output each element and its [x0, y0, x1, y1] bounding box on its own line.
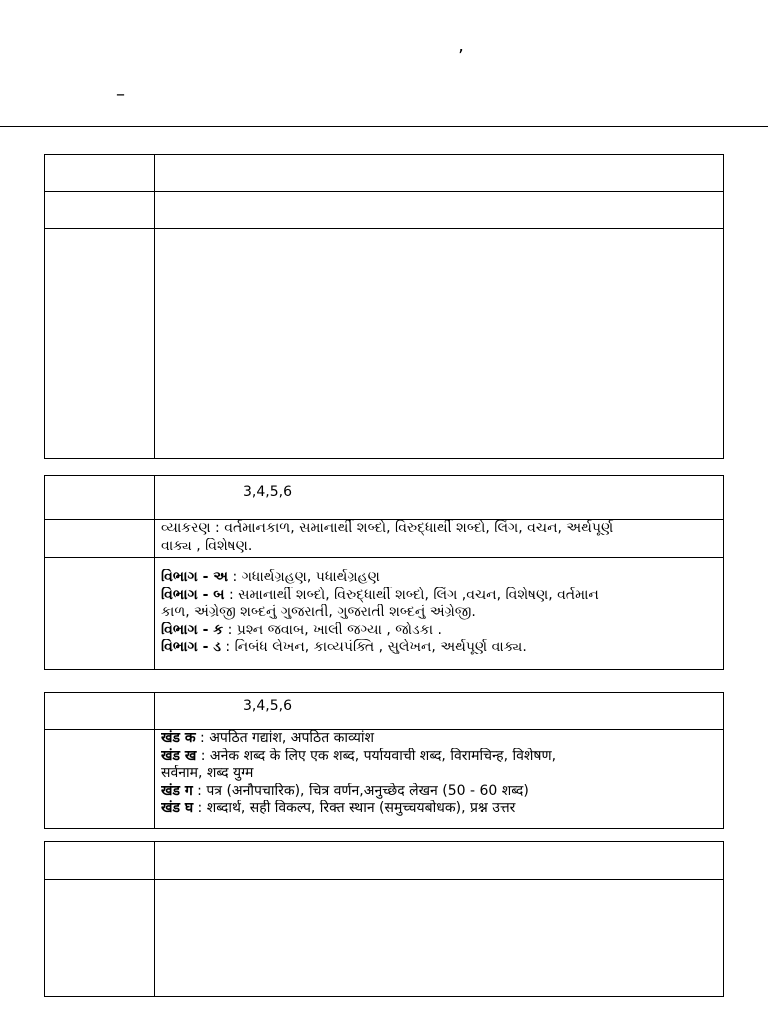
khand-label: खंड ख	[161, 747, 197, 764]
section-line	[161, 569, 723, 587]
section-text: : નિબંધ લેખન, કાવ્યપંક્તિ , સુલેખન, અર્થપૂર્ણ વાક્ય.	[220, 639, 527, 655]
table-2-row	[45, 520, 724, 558]
dash-mark: –	[116, 84, 125, 105]
khand-line	[161, 783, 723, 801]
table-3	[44, 692, 724, 829]
table-cell	[45, 880, 155, 997]
section-text: : ગધાર્થગ્રહણ, પધાર્થગ્રહણ	[228, 569, 380, 585]
khand-cell	[155, 730, 724, 829]
khand-text: : अनेक शब्द के लिए एक शब्द, पर्यायवाची शब्द, विरामचिन्ह, विशेषण,	[196, 747, 557, 764]
table-2-row	[45, 476, 724, 520]
table-3-row	[45, 693, 724, 730]
section-label: વિભાગ - અ	[161, 569, 229, 585]
table-cell	[45, 476, 155, 520]
section-label: વિભાગ - ડ	[161, 639, 221, 655]
comma-mark: ’	[458, 46, 464, 67]
sections-cell	[155, 558, 724, 670]
section-label: વિભાગ - બ	[161, 586, 225, 603]
khand-line	[161, 800, 723, 818]
table-cell	[45, 520, 155, 558]
section-text: : સમાનાર્થી શબ્દો, વિરુદ્ધાર્થી શબ્દો, લિંગ ,વચન, વિશેષણ, વર્તમાન	[224, 586, 599, 603]
table-3-row	[45, 730, 724, 829]
section-label: વિભાગ - ક	[161, 621, 224, 638]
khand-text: सर्वनाम, शब्द युग्म	[161, 765, 254, 781]
table-cell	[45, 842, 155, 880]
vyakaran-line: વાક્ય , વિશેષણ.	[161, 537, 253, 554]
khand-text: : अपठित गद्यांश, अपठित काव्यांश	[195, 730, 375, 746]
section-line	[161, 639, 723, 657]
table-cell	[45, 192, 155, 229]
khand-label: खंड क	[161, 730, 196, 746]
khand-label: खंड घ	[161, 800, 194, 816]
section-line	[161, 622, 723, 640]
khand-label: खंड ग	[161, 782, 193, 799]
table-cell	[45, 229, 155, 459]
section-text: : પ્રશ્ન જવાબ, ખાલી જગ્યા , જોડકા .	[223, 621, 442, 638]
table-1-row	[45, 155, 724, 192]
table-cell	[45, 155, 155, 192]
grades-text: 3,4,5,6	[243, 698, 292, 714]
table-1	[44, 154, 724, 459]
khand-line	[161, 730, 723, 748]
khand-line	[161, 748, 723, 766]
table-cell	[155, 155, 724, 192]
table-cell	[155, 880, 724, 997]
table-2	[44, 475, 724, 670]
grades-cell	[155, 476, 724, 520]
vyakaran-line: વ્યાકરણ : વર્તમાનકાળ, સમાનાર્થી શબ્દો, વિરુદ્ધાર્થી શબ્દો, લિંગ, વચન, અર્થપૂર્ણ	[161, 520, 614, 536]
table-cell	[45, 693, 155, 730]
grades-text: 3,4,5,6	[243, 484, 292, 500]
table-cell	[155, 842, 724, 880]
table-cell	[45, 730, 155, 829]
table-2-row	[45, 558, 724, 670]
table-cell	[45, 558, 155, 670]
table-1-row	[45, 192, 724, 229]
section-line	[161, 604, 723, 622]
khand-text: : शब्दार्थ, सही विकल्प, रिक्त स्थान (समुच्चयबोधक), प्रश्न उत्तर	[193, 800, 516, 816]
vyakaran-cell	[155, 520, 724, 558]
section-line	[161, 587, 723, 605]
table-cell	[155, 229, 724, 459]
section-text: કાળ, અંગ્રેજી શબ્દનું ગુજરાતી, ગુજરાતી શબ્દનું અંગ્રેજી.	[161, 604, 476, 620]
grades-cell	[155, 693, 724, 730]
table-1-row	[45, 229, 724, 459]
header-rule	[0, 126, 768, 127]
khand-text: : पत्र (अनौपचारिक), चित्र वर्णन,अनुच्छेद लेखन (50 - 60 शब्द)	[192, 782, 529, 799]
khand-line	[161, 765, 723, 783]
table-4-row	[45, 880, 724, 997]
table-4-row	[45, 842, 724, 880]
table-cell	[155, 192, 724, 229]
table-4	[44, 841, 724, 997]
